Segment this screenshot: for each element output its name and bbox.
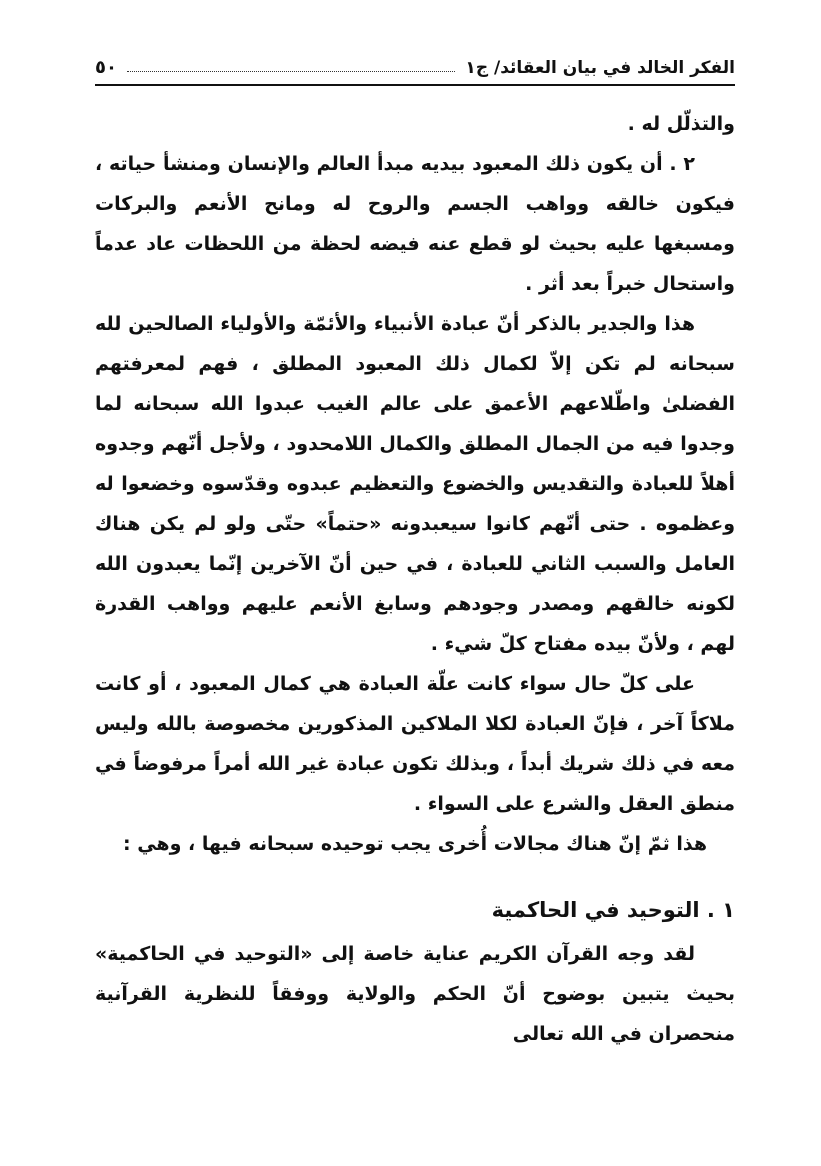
main-text	[95, 104, 735, 1054]
section-heading: ١ . التوحيد في الحاكمية	[491, 898, 735, 922]
paragraph: لقد وجه القرآن الكريم عناية خاصة إلى «التوحيد في الحاكمية» بحيث يتبين بوضوح أنّ الحكم والولاية ووفقاً للنظرية القرآنية منحصران في الله تعالى	[95, 943, 735, 1045]
book-title: الفكر الخالد في بيان العقائد/ ج١	[465, 58, 735, 78]
paragraph: هذا ثمّ إنّ هناك مجالات أُخرى يجب توحيده سبحانه فيها ، وهي :	[123, 833, 707, 855]
paragraph: والتذلّل له .	[627, 113, 735, 135]
header-dotted-leader	[127, 71, 455, 72]
paragraph: على كلّ حال سواء كانت علّة العبادة هي كمال المعبود ، أو كانت ملاكاً آخر ، فإنّ العبادة لكلا الملاكين المذكورين مخصوصة بالله وليس معه في ذلك شريك أبداً ، وبذلك تكون عبادة غير الله أمراً مرفوضاً في منطق العقل والشرع على السواء .	[95, 673, 735, 815]
paragraph: ٢ . أن يكون ذلك المعبود بيديه مبدأ العالم والإنسان ومنشأ حياته ، فيكون خالقه وواهب الجسم والروح له ومانح الأنعم والبركات ومسبغها عليه بحيث لو قطع عنه فيضه لحظة من اللحظات عاد عدماً واستحال خبراً بعد أثر .	[95, 153, 735, 295]
book-page	[95, 40, 735, 1140]
page-number: ٥٠	[95, 57, 117, 78]
paragraph: هذا والجدير بالذكر أنّ عبادة الأنبياء والأئمّة والأولياء الصالحين لله سبحانه لم تكن إلاّ لكمال ذلك المعبود المطلق ، فهم لمعرفتهم الفضلىٰ واطّلاعهم الأعمق على عالم الغيب عبدوا الله سبحانه لما وجدوا فيه من الجمال المطلق والكمال اللامحدود ، ولأجل أنّهم وجدوه أهلاً للعبادة والتقديس والخضوع والتعظيم عبدوه وقدّسوه وخضعوا له وعظموه . حتى أنّهم كانوا سيعبدونه «حتماً» حتّى ولو لم يكن هناك العامل والسبب الثاني للعبادة ، في حين أنّ الآخرين إنّما يعبدون الله لكونه خالقهم ومصدر وجودهم وسابغ الأنعم عليهم وواهب القدرة لهم ، ولأنّ بيده مفتاح كلّ شيء .	[95, 313, 735, 655]
running-header	[95, 40, 735, 86]
